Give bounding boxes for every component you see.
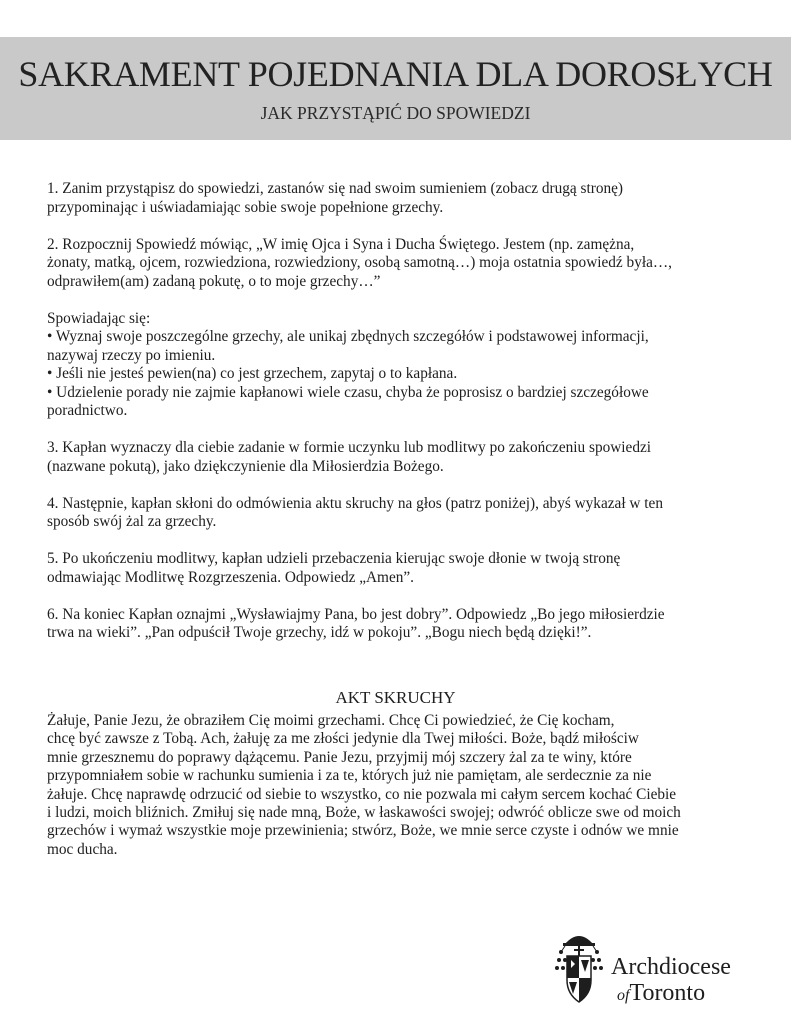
header-band <box>0 37 791 140</box>
prayer-text: Żałuje, Panie Jezu, że obraziłem Cię moimi grzechami. Chcę Ci powiedzieć, że Cię kocham, chcę być zawsze z Tobą. Ach, żałuję za me złości jedynie dla Twej miłości. Boże, bądź miłościw mnie grzesznemu do poprawy dążącemu. Panie Jezu, przyjmij mój szczery żal za te winy, które przypomniałem sobie w rachunku sumienia i za te, których już nie pamiętam, ale serdecznie za nie żałuje. Chcę naprawdę odrzucić od siebie to wszystko, co nie pozwala mi całym sercem kochać Ciebie i ludzi, moich bliźnich. Zmiłuj się nade mną, Boże, w łaskawości swojej; odwróć oblicze swe od moich grzechów i wymaż wszystkie moje przewinienia; stwórz, Boże, we mnie serce czyste i odnów we mnie moc ducha. <box>47 712 681 858</box>
step-1: 1. Zanim przystąpisz do spowiedzi, zastanów się nad swoim sumieniem (zobacz drugą stronę) przypominając i uświadamiając sobie swoje popełnione grzechy. <box>47 180 624 216</box>
bullet-item: • Udzielenie porady nie zajmie kapłanowi wiele czasu, chyba że poprosisz o bardziej szczegółowe poradnictwo. <box>47 383 649 419</box>
page-subtitle: JAK PRZYSTĄPIĆ DO SPOWIEDZI <box>260 103 531 123</box>
confession-heading: Spowiadając się: <box>47 309 151 327</box>
bullet-item: • Jeśli nie jesteś pewien(na) co jest grzechem, zapytaj o to kapłana. <box>47 365 458 382</box>
prayer-title: AKT SKRUCHY <box>335 688 456 707</box>
bullet-item: • Wyznaj swoje poszczególne grzechy, ale unikaj zbędnych szczegółów i podstawowej informacji, nazywaj rzeczy po imieniu. <box>47 328 649 364</box>
archdiocese-coat-of-arms-icon <box>553 928 605 1008</box>
step-4: 4. Następnie, kapłan skłoni do odmówienia aktu skruchy na głos (patrz poniżej), abyś wykazał w ten sposób swój żal za grzechy. <box>47 494 663 530</box>
logo-wordmark <box>611 954 731 1009</box>
step-6: 6. Na koniec Kapłan oznajmi „Wysławiajmy Pana, bo jest dobry”. Odpowiedz „Bo jego miłosierdzie trwa na wieki”. „Pan odpuścił Twoje grzechy, idź w pokoju”. „Bogu niech będą dzięki!”. <box>47 605 665 641</box>
archdiocese-logo <box>553 928 753 1008</box>
instructions <box>47 180 747 661</box>
confession-guidance <box>47 310 747 421</box>
logo-of: of <box>617 987 630 1004</box>
logo-line-2: Toronto <box>629 980 706 1006</box>
step-3: 3. Kapłan wyznaczy dla ciebie zadanie w formie uczynku lub modlitwy po zakończeniu spowiedzi (nazwane pokutą), jako dziękczynienie dla Miłosierdzia Bożego. <box>47 439 652 475</box>
page-title: SAKRAMENT POJEDNANIA DLA DOROSŁYCH <box>18 54 773 94</box>
step-5: 5. Po ukończeniu modlitwy, kapłan udzieli przebaczenia kierując swoje dłonie w twoją stronę odmawiając Modlitwę Rozgrzeszenia. Odpowiedz „Amen”. <box>47 550 621 586</box>
logo-line-1: Archdiocese <box>611 954 731 980</box>
step-2: 2. Rozpocznij Spowiedź mówiąc, „W imię Ojca i Syna i Ducha Świętego. Jestem (np. zamężna, żonaty, matką, ojcem, rozwiedziona, rozwiedziony, osobą samotną…) moja ostatnia spowiedź była…, odprawiłem(am) zadaną pokutę, o to moje grzechy…” <box>47 235 672 290</box>
